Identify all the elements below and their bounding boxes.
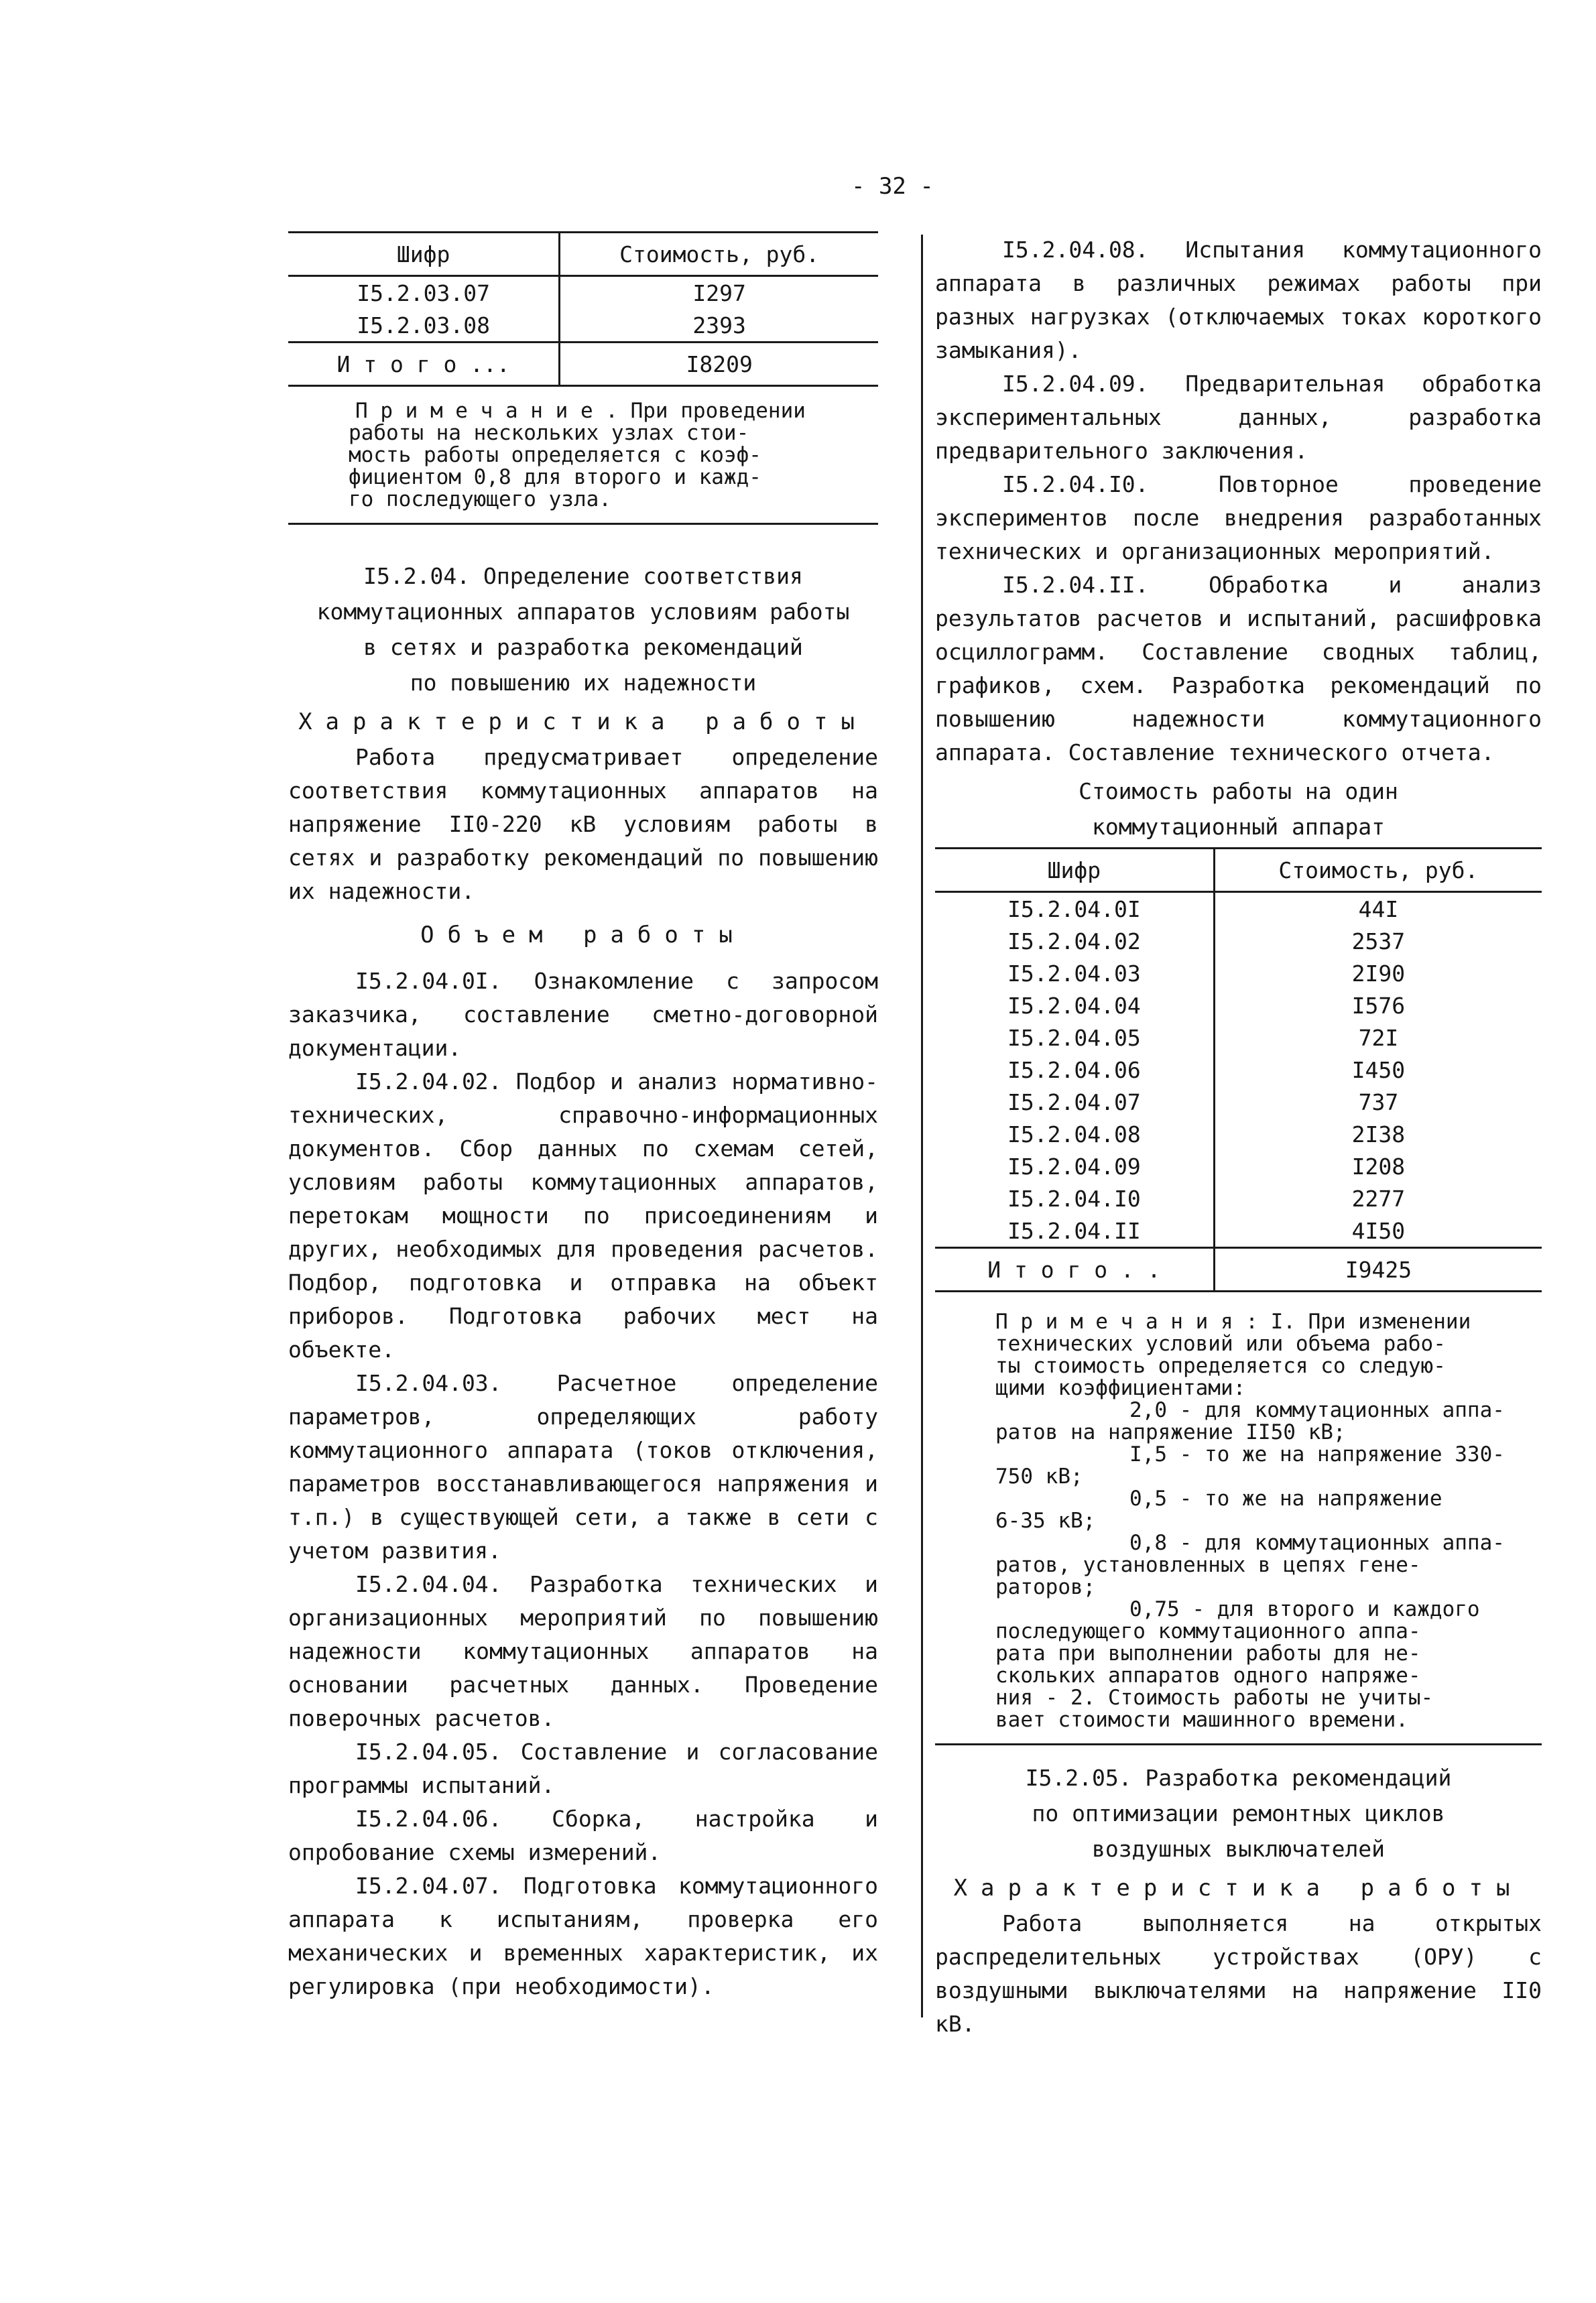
total-value: I8209 bbox=[560, 343, 878, 386]
table-row bbox=[935, 1215, 1542, 1248]
note-line: I,5 - то же на напряжение 330- bbox=[1129, 1442, 1505, 1467]
table-row bbox=[288, 309, 878, 343]
note-line: При проведении bbox=[630, 399, 806, 423]
cell-code: I5.2.04.II bbox=[935, 1215, 1214, 1248]
note-2 bbox=[935, 1311, 1542, 1745]
header-code: Шифр bbox=[935, 849, 1214, 892]
table-caption bbox=[935, 773, 1542, 845]
cell-code: I5.2.04.0I bbox=[935, 892, 1214, 926]
cell-cost: I297 bbox=[692, 279, 746, 306]
note-line: технических условий или объема рабо- bbox=[995, 1332, 1446, 1356]
cell-cost: I450 bbox=[1351, 1056, 1406, 1083]
volume-heading: Объем работы bbox=[420, 922, 746, 948]
table-total-row bbox=[935, 1248, 1542, 1292]
table-row bbox=[935, 1118, 1542, 1150]
table-header bbox=[935, 849, 1542, 892]
work-item: I5.2.04.03. Расчетное определение параметров, определяющих работу коммутационного аппарата (токов отключения, параметров восстанавливающегося напряжения и т.п.) в существующей сети, а также в сети с учетом развития. bbox=[288, 1370, 878, 1564]
table-row bbox=[935, 925, 1542, 957]
work-item: I5.2.04.I0. Повторное проведение экспериментов после внедрения разработанных технических и организационных мероприятий. bbox=[935, 471, 1542, 564]
note-line: ты стоимость определяется со следую- bbox=[995, 1354, 1446, 1378]
characteristic-heading: Характеристика работы bbox=[298, 708, 868, 735]
cell-cost: 2I90 bbox=[1351, 960, 1406, 987]
cell-cost: I208 bbox=[1351, 1153, 1406, 1180]
section-title-line: по повышению их надежности bbox=[410, 670, 757, 696]
cell-cost: 2537 bbox=[1351, 928, 1406, 954]
header-code: Шифр bbox=[288, 233, 560, 276]
column-divider bbox=[921, 235, 923, 2017]
table-row bbox=[935, 1021, 1542, 1054]
table-row bbox=[935, 1086, 1542, 1118]
section-title-line: I5.2.04. Определение соответствия bbox=[363, 563, 803, 589]
note-line: ратов, установленных в цепях гене- bbox=[995, 1553, 1421, 1577]
work-item: I5.2.04.02. Подбор и анализ нормативно-технических, справочно-информационных документов. Сбор данных по схемам сетей, условиям работы коммутационных аппаратов, перетокам мощности по присоединениям и других, необходимых для проведения расчетов. Подбор, подготовка и отправка на объект приборов. Подготовка рабочих мест на объекте. bbox=[288, 1068, 878, 1363]
cell-cost: 72I bbox=[1358, 1024, 1399, 1051]
cell-cost: 2277 bbox=[1351, 1185, 1406, 1212]
table-total-row bbox=[288, 343, 878, 386]
total-value: I9425 bbox=[1214, 1248, 1542, 1292]
note-line: го последующего узла. bbox=[349, 487, 611, 511]
section-title-15205 bbox=[935, 1760, 1542, 1867]
note-line: вает стоимости машинного времени. bbox=[995, 1708, 1408, 1732]
section-title-line: I5.2.05. Разработка рекомендаций bbox=[1025, 1765, 1452, 1791]
table-row bbox=[288, 276, 878, 310]
cell-cost: 737 bbox=[1358, 1088, 1399, 1115]
table-row bbox=[935, 1150, 1542, 1182]
section-title-15204 bbox=[288, 558, 878, 700]
note-label: П р и м е ч а н и е . bbox=[355, 399, 618, 423]
header-cost: Стоимость, руб. bbox=[560, 233, 878, 276]
work-item: I5.2.04.06. Сборка, настройка и опробование схемы измерений. bbox=[288, 1806, 878, 1865]
characteristic-heading: Характеристика работы bbox=[953, 1875, 1524, 1902]
caption-line: коммутационный аппарат bbox=[1091, 814, 1386, 840]
section-title-line: воздушных выключателей bbox=[1091, 1836, 1386, 1862]
total-label: И т о г о ... bbox=[288, 343, 560, 386]
note-line: 6-35 кВ; bbox=[995, 1509, 1096, 1533]
note-label: П р и м е ч а н и я : bbox=[995, 1310, 1258, 1334]
table-row bbox=[935, 1182, 1542, 1215]
cell-code: I5.2.04.04 bbox=[935, 989, 1214, 1021]
cell-cost: 2I38 bbox=[1351, 1121, 1406, 1147]
work-item: I5.2.04.II. Обработка и анализ результатов расчетов и испытаний, расшифровка осциллограмм. Составление сводных таблиц, графиков, схем. Разработка рекомендаций по повышению надежности коммутационного аппарата. Составление технического отчета. bbox=[935, 572, 1542, 765]
right-column bbox=[935, 233, 1542, 2041]
note-line: 750 кВ; bbox=[995, 1465, 1083, 1489]
work-item: I5.2.04.08. Испытания коммутационного аппарата в различных режимах работы при разных нагрузках (отключаемых токах короткого замыкания). bbox=[935, 237, 1542, 363]
note-line: 0,8 - для коммутационных аппа- bbox=[1129, 1531, 1505, 1555]
cell-code: I5.2.04.02 bbox=[935, 925, 1214, 957]
table-row bbox=[935, 989, 1542, 1021]
characteristic-text: Работа предусматривает определение соответствия коммутационных аппаратов на напряжение II0-220 кВ условиям работы в сетях и разработку рекомендаций по повышению их надежности. bbox=[288, 744, 878, 904]
cell-cost: 44I bbox=[1358, 895, 1399, 922]
work-item: I5.2.04.05. Составление и согласование программы испытаний. bbox=[288, 1739, 878, 1798]
note-line: работы на нескольких узлах стои- bbox=[349, 421, 749, 445]
work-item: I5.2.04.07. Подготовка коммутационного аппарата к испытаниям, проверка его механических и временных характеристик, их регулировка (при необходимости). bbox=[288, 1873, 878, 1999]
cell-code: I5.2.04.05 bbox=[935, 1021, 1214, 1054]
note-line: ния - 2. Стоимость работы не учиты- bbox=[995, 1686, 1434, 1710]
cell-code: I5.2.03.07 bbox=[288, 276, 560, 310]
note-line: рата при выполнении работы для не- bbox=[995, 1641, 1421, 1666]
cell-cost: I576 bbox=[1351, 992, 1406, 1019]
table-row bbox=[935, 892, 1542, 926]
characteristic-text: Работа выполняется на открытых распределительных устройствах (ОРУ) с воздушными выключателями на напряжение II0 кВ. bbox=[935, 1910, 1542, 2037]
section-title-line: по оптимизации ремонтных циклов bbox=[1032, 1800, 1445, 1826]
table-row bbox=[935, 1054, 1542, 1086]
cell-code: I5.2.04.06 bbox=[935, 1054, 1214, 1086]
cell-cost: 4I50 bbox=[1351, 1217, 1406, 1244]
cell-code: I5.2.04.I0 bbox=[935, 1182, 1214, 1215]
cost-table-2 bbox=[935, 847, 1542, 1292]
note-1 bbox=[288, 400, 878, 525]
table-header bbox=[288, 233, 878, 276]
note-line: 0,5 - то же на напряжение bbox=[1129, 1487, 1442, 1511]
page-number: - 32 - bbox=[851, 173, 934, 200]
note-line: скольких аппаратов одного напряже- bbox=[995, 1664, 1421, 1688]
total-label: И т о г о . . bbox=[935, 1248, 1214, 1292]
work-item: I5.2.04.0I. Ознакомление с запросом заказчика, составление сметно-договорной документации. bbox=[288, 968, 878, 1061]
cell-code: I5.2.04.08 bbox=[935, 1118, 1214, 1150]
work-item: I5.2.04.09. Предварительная обработка экспериментальных данных, разработка предварительного заключения. bbox=[935, 371, 1542, 464]
note-line: мость работы определяется с коэф- bbox=[349, 443, 761, 467]
note-line: щими коэффициентами: bbox=[995, 1376, 1246, 1400]
note-line: 2,0 - для коммутационных аппа- bbox=[1129, 1398, 1505, 1422]
note-line: фициентом 0,8 для второго и кажд- bbox=[349, 465, 761, 489]
header-cost: Стоимость, руб. bbox=[1214, 849, 1542, 892]
left-column bbox=[288, 231, 878, 2003]
section-title-line: коммутационных аппаратов условиям работы bbox=[316, 599, 850, 625]
note-line: I. При изменении bbox=[1270, 1310, 1471, 1334]
section-title-line: в сетях и разработка рекомендаций bbox=[363, 634, 803, 660]
table-row bbox=[935, 957, 1542, 989]
note-line: 0,75 - для второго и каждого bbox=[1129, 1597, 1480, 1621]
cell-code: I5.2.04.07 bbox=[935, 1086, 1214, 1118]
cost-table-1 bbox=[288, 231, 878, 387]
cell-code: I5.2.04.09 bbox=[935, 1150, 1214, 1182]
cell-cost: 2393 bbox=[692, 312, 746, 338]
note-line: раторов; bbox=[995, 1575, 1096, 1599]
cell-code: I5.2.04.03 bbox=[935, 957, 1214, 989]
cell-code: I5.2.03.08 bbox=[288, 309, 560, 343]
work-item: I5.2.04.04. Разработка технических и организационных мероприятий по повышению надежности коммутационных аппаратов на основании расчетных данных. Проведение поверочных расчетов. bbox=[288, 1571, 878, 1731]
caption-line: Стоимость работы на один bbox=[1079, 778, 1398, 804]
note-line: последующего коммутационного аппа- bbox=[995, 1619, 1421, 1643]
note-line: ратов на напряжение II50 кВ; bbox=[995, 1420, 1346, 1444]
